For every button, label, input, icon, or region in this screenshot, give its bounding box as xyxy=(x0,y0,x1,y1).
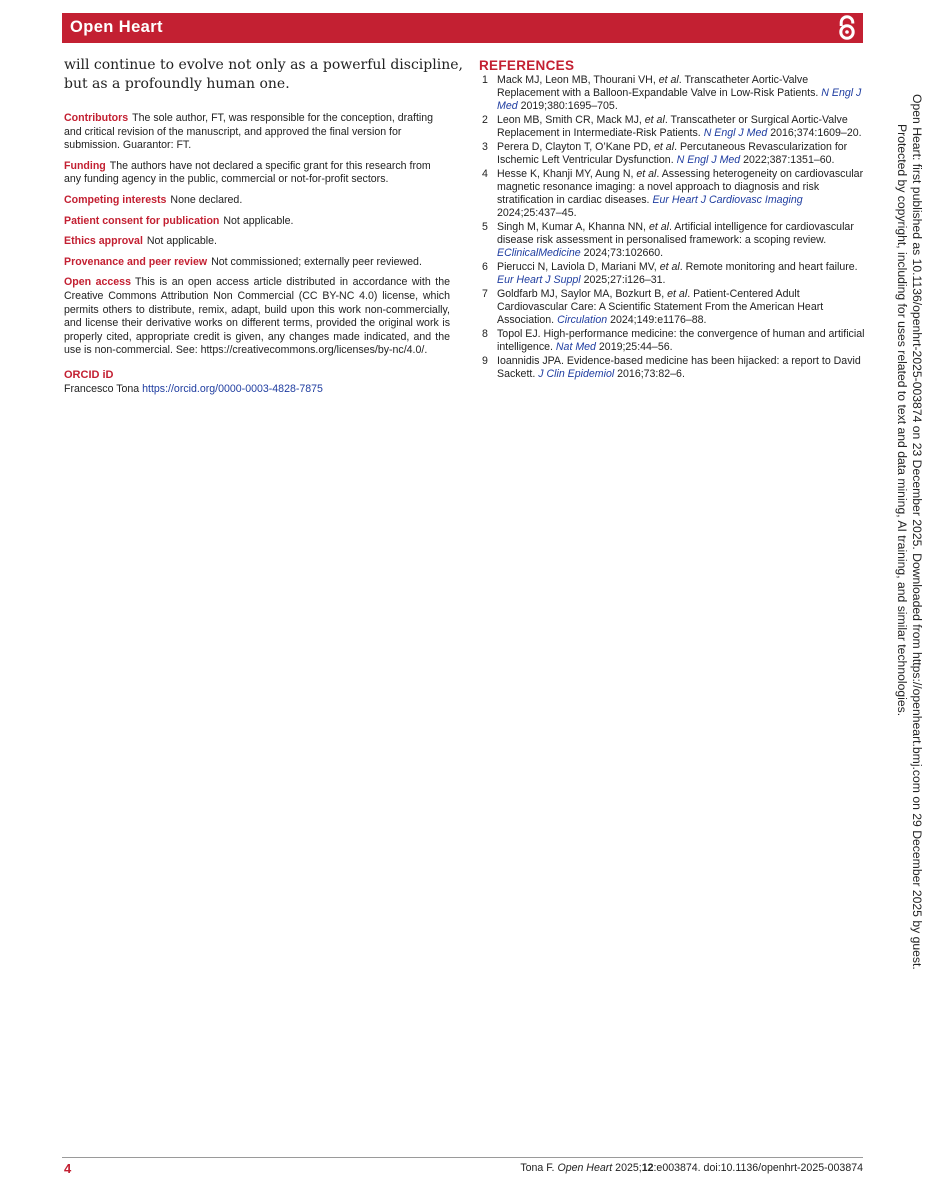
provenance-label: Provenance and peer review xyxy=(64,255,208,268)
reference-title: . Remote monitoring and heart failure. xyxy=(679,261,858,273)
reference-number: 5 xyxy=(482,221,488,233)
reference-number: 1 xyxy=(482,74,488,86)
reference-number: 8 xyxy=(482,328,488,340)
open-access-statement xyxy=(64,276,450,358)
reference-title: . Percutaneous Revascularization for Ischemic Left Ventricular Dysfunction. xyxy=(497,141,848,166)
copyright-note-line: Protected by copyright, including for uses related to text and data mining, AI training, and similar technologies. xyxy=(895,124,909,717)
reference-title: . Transcatheter or Surgical Aortic-Valve Replacement in Intermediate-Risk Patients. xyxy=(497,114,848,139)
reference-authors: Mack MJ, Leon MB, Thourani VH, xyxy=(497,74,656,86)
ethics-approval-label: Ethics approval xyxy=(64,235,143,248)
reference-journal-link[interactable]: EClinicalMedicine xyxy=(497,247,581,259)
reference-item xyxy=(479,288,869,327)
competing-interests-text: None declared. xyxy=(170,193,243,206)
reference-citation: 2016;374:1609–20. xyxy=(770,127,862,139)
provenance-statement xyxy=(64,256,450,270)
left-column xyxy=(64,56,463,396)
reference-et-al: et al xyxy=(667,288,688,300)
reference-citation: 2016;73:82–6. xyxy=(617,368,685,380)
reference-item xyxy=(479,328,869,354)
reference-number: 9 xyxy=(482,355,488,367)
orcid-entry xyxy=(64,382,450,396)
reference-title: . Artificial intelligence for cardiovascular disease risk assessment in personalised framework: a scoping review. xyxy=(497,221,854,246)
patient-consent-label: Patient consent for publication xyxy=(64,214,220,227)
reference-et-al: et al xyxy=(636,168,657,180)
orcid-link[interactable]: https://orcid.org/0000-0003-4828-7875 xyxy=(142,382,323,395)
reference-number: 7 xyxy=(482,288,488,300)
funding-label: Funding xyxy=(64,159,106,172)
reference-item xyxy=(479,74,869,113)
reference-authors: Ioannidis JPA. Evidence-based medicine has been hijacked: a report to David Sackett. xyxy=(497,355,861,380)
reference-et-al: et al xyxy=(658,74,679,86)
reference-authors: Perera D, Clayton T, O’Kane PD, xyxy=(497,141,652,153)
orcid-heading: ORCID iD xyxy=(64,368,114,381)
orcid-author-name: Francesco Tona xyxy=(64,382,140,395)
footer-divider xyxy=(62,1157,863,1158)
funding-text: The authors have not declared a specific grant for this research from any funding agency in the public, commercial or not-for-profit sectors. xyxy=(64,159,431,186)
footer-year: 2025; xyxy=(615,1162,642,1174)
reference-citation: 2019;25:44–56. xyxy=(598,341,673,353)
references-column xyxy=(479,58,869,382)
journal-name: Open Heart xyxy=(70,18,163,36)
reference-journal-link[interactable]: N Engl J Med xyxy=(703,127,768,139)
reference-authors: Topol EJ. High-performance medicine: the convergence of human and artificial intelligence. xyxy=(497,328,865,353)
contributors-label: Contributors xyxy=(64,112,129,124)
reference-journal-link[interactable]: Circulation xyxy=(557,314,608,326)
body-text-line: will continue to evolve not only as a powerful discipline, xyxy=(64,57,463,73)
reference-authors: Singh M, Kumar A, Khanna NN, xyxy=(497,221,646,233)
reference-authors: Hesse K, Khanji MY, Aung N, xyxy=(497,168,634,180)
download-note-line: Open Heart: first published as 10.1136/openhrt-2025-003874 on 23 December 2025. Downloaded from https://openheart.bmj.com on 29 December 2025 by guest. xyxy=(910,94,924,970)
reference-item xyxy=(479,168,869,220)
reference-journal-link[interactable]: N Engl J Med xyxy=(497,87,862,112)
reference-title: . Transcatheter Aortic-Valve Replacement with a Balloon-Expandable Valve in Low-Risk Patients. xyxy=(497,74,819,99)
reference-et-al: et al xyxy=(659,261,680,273)
reference-item xyxy=(479,355,869,381)
reference-item xyxy=(479,114,869,140)
reference-citation: 2024;73:102660. xyxy=(583,247,664,259)
reference-title: . Patient-Centered Adult Cardiovascular Care: A Scientific Statement From the American Heart Association. xyxy=(497,288,824,326)
patient-consent-statement xyxy=(64,215,450,229)
provenance-text: Not commissioned; externally peer reviewed. xyxy=(211,255,422,268)
open-access-icon xyxy=(837,15,857,41)
reference-et-al: et al xyxy=(644,114,665,126)
reference-title: . Assessing heterogeneity on cardiovascular magnetic resonance imaging: a novel approach to diagnosis and risk stratification in cardiac diseases. xyxy=(497,168,864,206)
footer-doi: :e003874. doi:10.1136/openhrt-2025-003874 xyxy=(653,1162,863,1174)
reference-citation: 2025;27:i126–31. xyxy=(583,274,666,286)
references-heading: REFERENCES xyxy=(479,58,575,73)
reference-et-al: et al xyxy=(648,221,669,233)
reference-number: 3 xyxy=(482,141,488,153)
reference-item xyxy=(479,141,869,167)
reference-authors: Goldfarb MJ, Saylor MA, Bozkurt B, xyxy=(497,288,665,300)
body-text-continuation xyxy=(64,56,463,94)
reference-number: 6 xyxy=(482,261,488,273)
contributors-statement xyxy=(64,112,450,153)
ethics-approval-statement xyxy=(64,235,450,249)
open-access-text: This is an open access article distributed in accordance with the Creative Commons Attribution Non Commercial (CC BY-NC 4.0) license, which permits others to distribute, remix, adapt, build upon this work non-commercially, and license their derivative works on different terms, provided the original work is properly cited, appropriate credit is given, any changes made indicated, and the use is non-commercial. See: https://creativecommons.org/licenses/by-nc/4.0/. xyxy=(64,276,450,357)
reference-journal-link[interactable]: J Clin Epidemiol xyxy=(538,368,615,380)
reference-et-al: et al xyxy=(654,141,675,153)
reference-citation: 2019;380:1695–705. xyxy=(520,100,618,112)
reference-citation: 2024;25:437–45. xyxy=(497,207,577,219)
reference-authors: Pierucci N, Laviola D, Mariani MV, xyxy=(497,261,657,273)
reference-journal-link[interactable]: Nat Med xyxy=(555,341,596,353)
reference-journal-link[interactable]: Eur Heart J Cardiovasc Imaging xyxy=(652,194,803,206)
competing-interests-statement xyxy=(64,194,450,208)
reference-item xyxy=(479,221,869,260)
journal-header-bar xyxy=(62,13,863,43)
open-access-label: Open access xyxy=(64,276,131,289)
footer-author: Tona F. xyxy=(520,1162,555,1174)
reference-list xyxy=(479,74,869,381)
ethics-approval-text: Not applicable. xyxy=(146,235,217,248)
reference-authors: Leon MB, Smith CR, Mack MJ, xyxy=(497,114,642,126)
funding-statement xyxy=(64,160,450,187)
reference-number: 4 xyxy=(482,168,488,180)
footer-citation xyxy=(520,1162,863,1174)
competing-interests-label: Competing interests xyxy=(64,193,167,206)
reference-citation: 2022;387:1351–60. xyxy=(743,154,835,166)
reference-number: 2 xyxy=(482,114,488,126)
footer-journal: Open Heart xyxy=(557,1162,613,1174)
download-copyright-note xyxy=(894,94,924,970)
reference-item xyxy=(479,261,869,287)
contributors-text: The sole author, FT, was responsible for the conception, drafting and critical revision of the manuscript, and approved the final version for submission. Guarantor: FT. xyxy=(64,112,434,152)
reference-journal-link[interactable]: Eur Heart J Suppl xyxy=(497,274,581,286)
body-text-line: but as a profoundly human one. xyxy=(64,76,290,92)
patient-consent-text: Not applicable. xyxy=(223,214,294,227)
page-number: 4 xyxy=(64,1161,72,1176)
footer-volume: 12 xyxy=(641,1162,654,1174)
reference-citation: 2024;149:e1176–88. xyxy=(610,314,707,326)
reference-journal-link[interactable]: N Engl J Med xyxy=(676,154,741,166)
